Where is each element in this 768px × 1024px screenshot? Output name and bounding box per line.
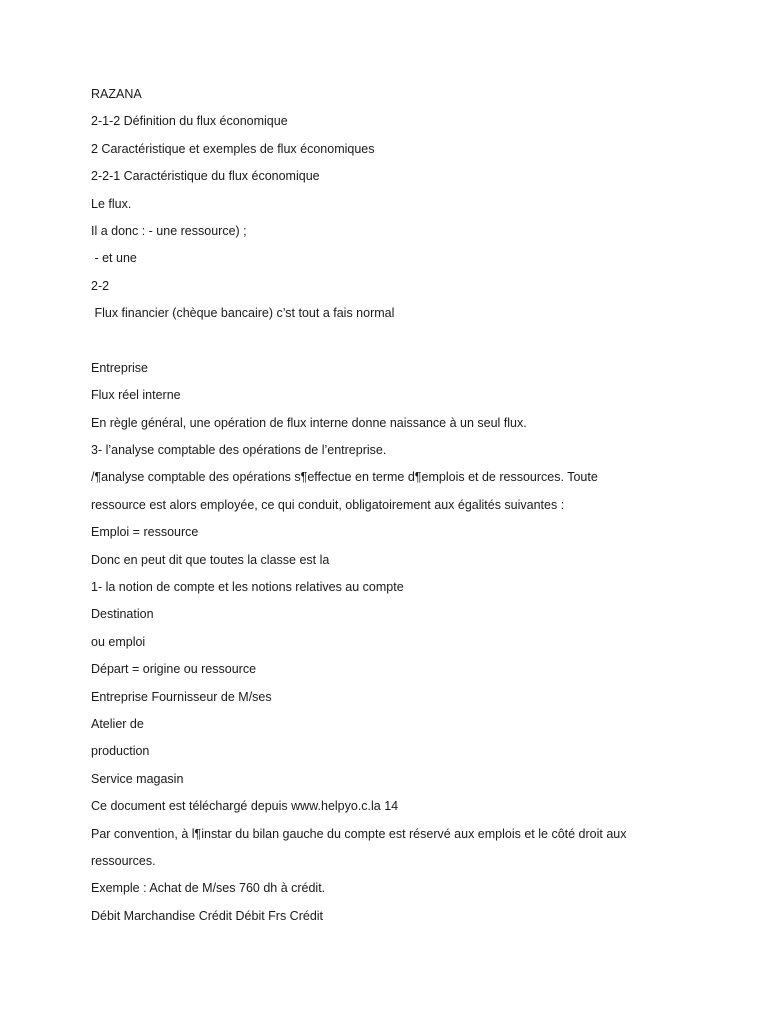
text-line: En règle général, une opération de flux interne donne naissance à un seul flux. [91,415,527,430]
blank-line [91,331,691,358]
text-line: Donc en peut dit que toutes la classe est la [91,552,330,567]
text-line: /¶analyse comptable des opérations s¶effectue en terme d¶emplois et de ressources. Toute [91,470,598,485]
section-heading: 2 Caractéristique et exemples de flux économiques [91,141,375,156]
text-line: ressources. [91,853,156,868]
section-heading: 2-2-1 Caractéristique du flux économique [91,169,320,184]
text-line: Destination [91,607,154,622]
text-line: Flux réel interne [91,388,181,403]
text-line: Entreprise [91,360,148,375]
section-heading: 2-1-2 Définition du flux économique [91,114,288,129]
author-line: RAZANA [91,87,142,101]
section-heading: 3- l’analyse comptable des opérations de l’entreprise. [91,443,387,458]
text-line: Par convention, à l¶instar du bilan gauche du compte est réservé aux emplois et le côté droit aux [91,826,627,841]
section-heading: 1- la notion de compte et les notions relatives au compte [91,580,404,595]
text-line: ressource est alors employée, ce qui conduit, obligatoirement aux égalités suivantes : [91,497,565,512]
text-line: Emploi = ressource [91,525,199,540]
text-line: Service magasin [91,771,184,786]
text-line: Exemple : Achat de M/ses 760 dh à crédit. [91,881,326,896]
text-line: Atelier de [91,716,144,731]
text-line: Le flux. [91,196,132,211]
text-line: - et une [91,251,137,266]
text-line: Flux financier (chèque bancaire) c’st tout a fais normal [91,306,395,321]
text-line: Débit Marchandise Crédit Débit Frs Crédit [91,908,324,923]
text-line: 2-2 [91,278,110,293]
text-line: ou emploi [91,634,146,649]
text-line: Entreprise Fournisseur de M/ses [91,689,272,704]
text-line: Départ = origine ou ressource [91,662,257,677]
text-line: production [91,744,150,759]
source-note: Ce document est téléchargé depuis www.helpyo.c.la 14 [91,799,399,814]
document-body [91,84,691,933]
text-line: Il a donc : - une ressource) ; [91,223,247,238]
